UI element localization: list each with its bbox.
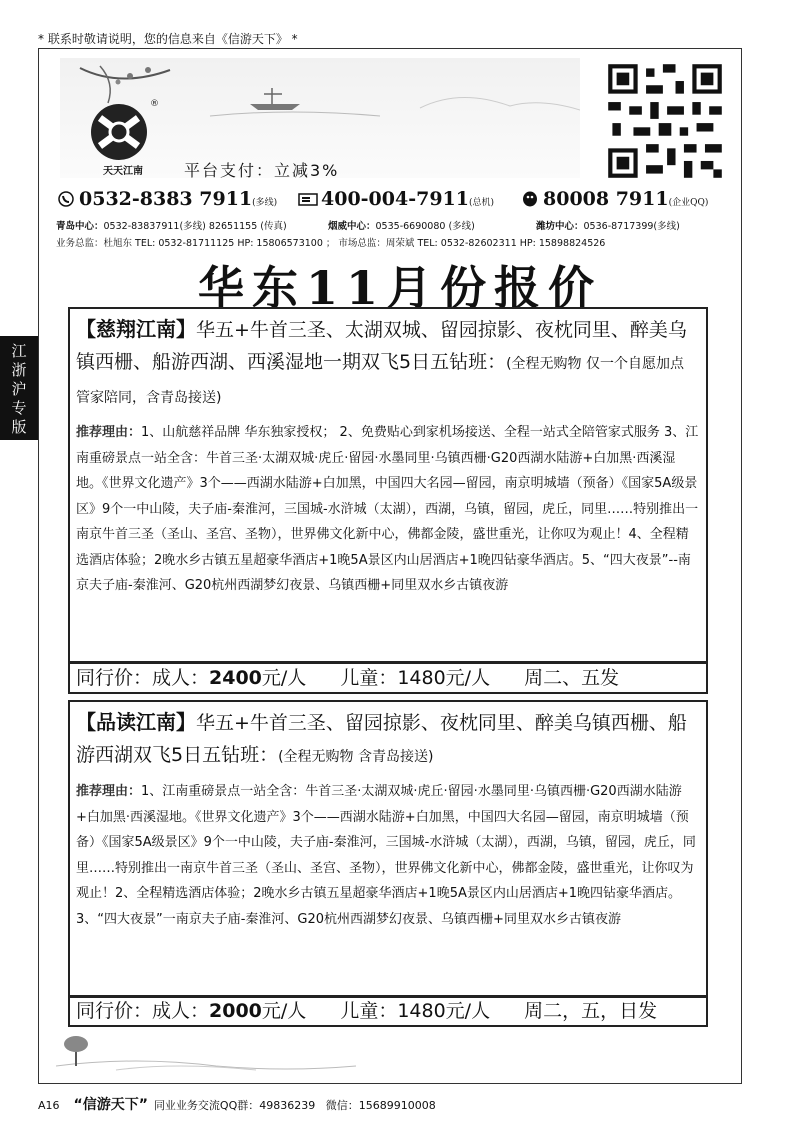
qq-number: 80008 7911 [543, 188, 669, 210]
product-route: 华五+牛首三圣、留园掠影、夜枕同里、醉美乌镇西栅、船游西湖双飞5日五钻班： [76, 712, 687, 766]
sales-contacts: 业务总监：杜旭东 TEL: 0532-81711125 HP: 15806573100 ； 市场总监：周荣斌 TEL: 0532-82602311 HP: 15898824526 [56, 238, 606, 249]
product-headline [70, 309, 706, 414]
side-tab-char: 江 [11, 342, 27, 360]
price-unit: 元/人 [261, 667, 307, 689]
bottom-scenery-illustration [56, 1026, 356, 1074]
child-label: 儿童： [340, 667, 398, 689]
product-note: (全程无购物 仅一个自愿加点 管家陪同，含青岛接送) [76, 356, 685, 406]
center-weifang: 潍坊中心：0536-8717399(多线) [536, 221, 680, 232]
phone-1-note: (多线) [252, 198, 278, 208]
phone-icon [56, 191, 76, 207]
center-yanwei: 烟威中心：0535-6690080 (多线) [328, 221, 475, 232]
qq-icon [520, 191, 540, 207]
qq-note: (企业QQ) [668, 198, 709, 208]
child-price: 1480元/人 [397, 1000, 491, 1022]
adult-price: 2400 [209, 667, 262, 689]
rec-text: 1、江南重磅景点一站全含：牛首三圣·太湖双城·虎丘·留园·水墨同里·乌镇西栅·G20西湖水陆游+白加黑·西溪湿地。《世界文化遗产》3个——西湖水陆游+白加黑，中国四大名园—留园，南京明城墙（预备）《国家5A级景区》9个一中山陵，夫子庙-秦淮河，三国城-水浒城（太湖），西湖，乌镇，留园，虎丘，同里……特别推出一南京牛首三圣（圣山、圣宫、圣物），世界佛文化新中心，佛都金陵，盛世重光，让你叹为观止！2、全程精选酒店体验；2晚水乡古镇五星超豪华酒店+1晚5A景区内山居酒店+1晚四钻豪华酒店。3、“四大夜景”一南京夫子庙-秦淮河、G20杭州西湖梦幻夜景、乌镇西栅+同里双水乡古镇夜游 [76, 784, 696, 927]
platform-pay: 平台支付：立减3% [184, 161, 340, 180]
center-qingdao: 青岛中心：0532-83837911(多线) 82651155 (传真) [56, 221, 287, 232]
header [56, 58, 736, 250]
child-label: 儿童： [340, 1000, 398, 1022]
footer-brand: “信游天下” [73, 1097, 148, 1113]
side-tab-char: 沪 [11, 380, 27, 398]
adult-price: 2000 [209, 1000, 262, 1022]
qq-group: 同业业务交流QQ群：49836239 [153, 1099, 316, 1112]
rec-text: 1、山航慈祥品牌 华东独家授权； 2、免费贴心到家机场接送、全程一站式全陪管家式服务 3、江南重磅景点一站全含：牛首三圣·太湖双城·虎丘·留园·水墨同里·乌镇西栅·G20西湖水陆游+白加黑·西溪湿地。《世界文化遗产》3个——西湖水陆游+白加黑，中国四大名园—留园，南京明城墙（预备）《国家5A级景区》9个一中山陵，夫子庙-秦淮河，三国城-水浒城（太湖），西湖，乌镇，留园，虎丘，同里……特别推出一南京牛首三圣（圣山、圣宫、圣物），世界佛文化新中心，佛都金陵，盛世重光，让你叹为观止！4、全程精选酒店体验；2晚水乡古镇五星超豪华酒店+1晚5A景区内山居酒店+1晚四钻豪华酒店。5、“四大夜景”--南京夫子庙-秦淮河、G20杭州西湖梦幻夜景、乌镇西栅+同里双水乡古镇夜游 [76, 425, 699, 593]
product-route: 华五+牛首三圣、太湖双城、留园掠影、夜枕同里、醉美乌镇西栅、船游西湖、西溪湿地一期双飞5日五钻班： [76, 319, 687, 373]
product-recommendation [70, 414, 706, 599]
rec-label: 推荐理由： [76, 784, 142, 799]
price-label: 同行价：成人： [76, 667, 210, 689]
price-row [68, 662, 708, 694]
product-note: (全程无购物 含青岛接送) [278, 749, 434, 765]
product-card [68, 700, 708, 998]
price-row [68, 995, 708, 1027]
child-price: 1480元/人 [397, 667, 491, 689]
side-tab-char: 专 [11, 399, 27, 417]
top-note: * 联系时敬请说明，您的信息来自《信游天下》 * [38, 32, 298, 46]
side-tab-char: 浙 [11, 361, 27, 379]
wechat: 微信：15689910008 [325, 1099, 436, 1112]
side-tab [0, 336, 38, 440]
footer [38, 1094, 436, 1114]
product-tag: 【慈翔江南】 [76, 317, 196, 341]
svg-text:®: ® [150, 99, 159, 109]
product-recommendation [70, 773, 706, 932]
rec-label: 推荐理由： [76, 425, 142, 440]
price-unit: 元/人 [261, 1000, 307, 1022]
logo-text: 天天江南 [103, 166, 143, 177]
page-title: 华东11月份报价 [197, 261, 602, 315]
phone-2-note: (总机) [468, 198, 495, 208]
side-tab-char: 版 [11, 418, 27, 436]
product-tag: 【品读江南】 [76, 710, 196, 734]
product-headline [70, 702, 706, 773]
qq-contact [520, 188, 708, 210]
product-card [68, 307, 708, 663]
departure-days: 周二，五，日发 [524, 1000, 658, 1022]
price-label: 同行价：成人： [76, 1000, 210, 1022]
hotline-row [56, 188, 736, 212]
phone-1 [56, 188, 277, 210]
departure-days: 周二、五发 [524, 667, 620, 689]
phone-2-number: 400-004-7911 [321, 188, 469, 210]
page-number: A16 [38, 1099, 60, 1112]
qr-code-icon [604, 60, 726, 182]
phone-2 [298, 188, 494, 210]
phone-1-number: 0532-8383 7911 [79, 188, 253, 210]
fax-icon [298, 191, 318, 207]
